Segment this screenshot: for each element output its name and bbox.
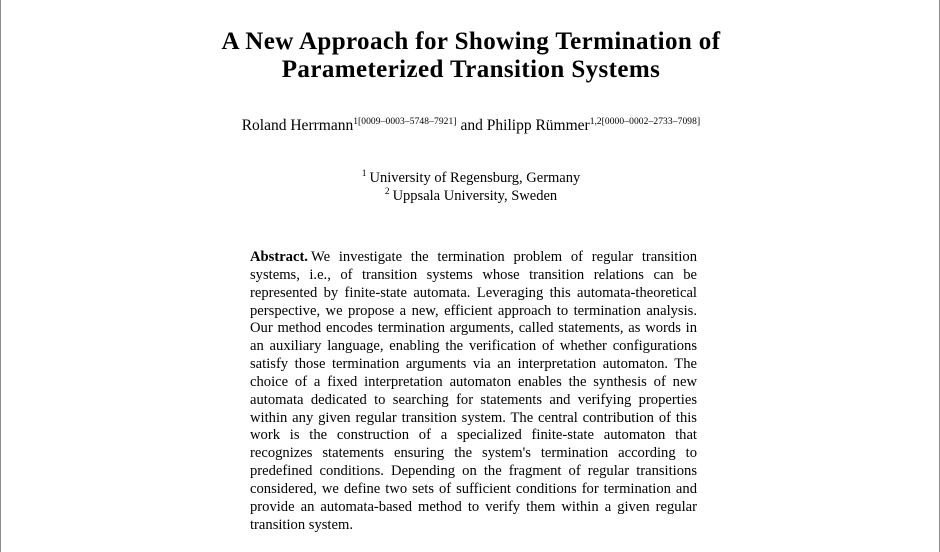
affiliation-mark-1: 1 — [361, 169, 367, 180]
page-title: A New Approach for Showing Termination of Parameterized Transition Systems — [221, 28, 721, 83]
author-entry-1 — [242, 117, 457, 134]
affiliations-block — [171, 170, 771, 205]
author-entry-2 — [535, 117, 700, 134]
abstract-label: Abstract. — [250, 249, 308, 265]
author-name-2: Rümmer — [535, 117, 590, 134]
abstract-block — [250, 249, 697, 535]
abstract-body: We investigate the termination problem of regular transition systems, i.e., of transition systems whose transition relations can be represented by finite-state automata. Leveraging this automata-theoretical perspective, we propose a new, efficient approach to termination analysis. Our method encodes termination arguments, called statements, as words in an auxiliary language, enabling the verification of whether configurations satisfy those termination arguments via an interpretation automaton. The choice of a fixed interpretation automaton enables the synthesis of new automata dedicated to searching for statements and verifying properties within any given regular transition system. The central contribution of this work is the construction of a specialized finite-state automaton that recognizes statements ensuring the system's termination according to predefined conditions. Depending on the fragment of regular transitions considered, we define two sets of sufficient conditions for termination and provide an automata-based method to verify them within a given regular transition system. — [250, 249, 697, 533]
author-given-name-2: Philipp — [486, 117, 532, 134]
author-affiliation-mark-1: 1 — [353, 116, 358, 127]
author-orcid-1[interactable]: [0009–0003–5748–7921] — [357, 116, 457, 127]
affiliation-item-1 — [171, 170, 771, 188]
abstract-paragraph — [250, 249, 697, 535]
title-block — [151, 28, 791, 84]
author-name-1: Roland Herrmann — [241, 117, 354, 134]
affiliation-mark-2: 2 — [384, 186, 390, 197]
affiliation-text-1: University of Regensburg, Germany — [369, 170, 581, 186]
affiliation-item-2 — [171, 188, 771, 206]
authors-block — [171, 116, 771, 136]
authors-conjunction: and — [460, 117, 483, 134]
author-orcid-2[interactable]: [0000–0002–2733–7098] — [601, 116, 701, 127]
author-affiliation-mark-2: 1,2 — [589, 116, 602, 127]
affiliation-text-2: Uppsala University, Sweden — [392, 187, 558, 204]
